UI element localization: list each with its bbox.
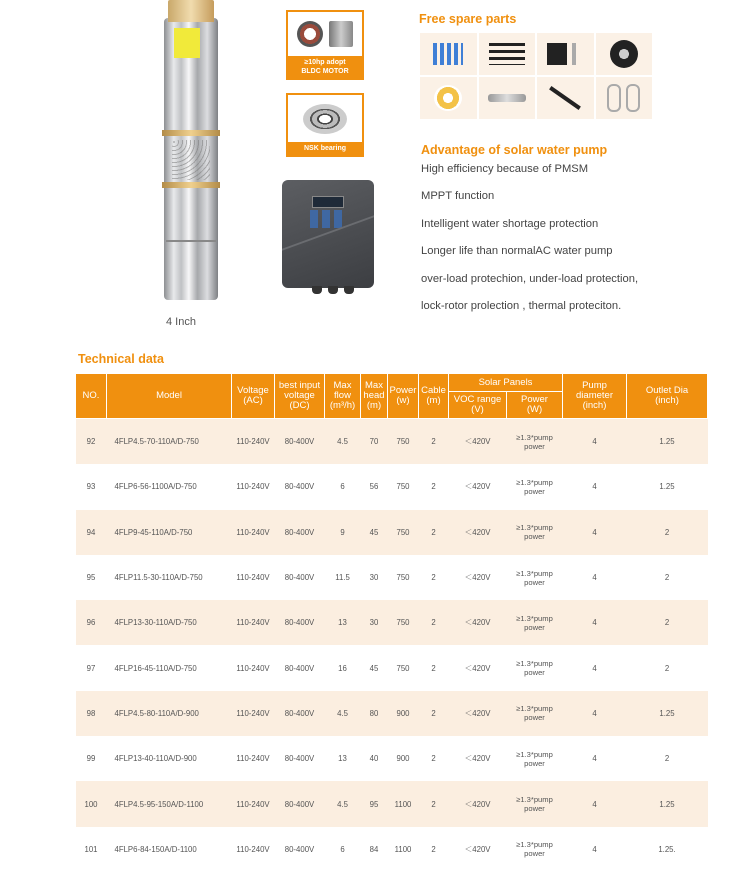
- cell-dia: 4: [563, 691, 627, 736]
- cell-head: 40: [369, 754, 379, 764]
- advantages-list: [421, 161, 638, 325]
- bldc-motor-feature: [286, 10, 364, 80]
- table-row: [76, 691, 708, 736]
- cell-voc: ＜420V: [464, 482, 491, 492]
- motor-stator-icon: [297, 21, 323, 47]
- cell-flow: 4.5: [325, 691, 361, 736]
- heat-shrink-tubes-icon: [479, 33, 536, 75]
- cell-vac: 110-240V: [232, 691, 275, 736]
- insulating-tape-icon: [596, 33, 653, 75]
- col-header-outlet-dia: Outlet Dia (inch): [627, 374, 708, 419]
- spare-parts-title: Free spare parts: [419, 12, 517, 26]
- advantage-item: lock-rotor prolection , thermal proteciton.: [421, 299, 622, 312]
- cell-no: 101: [84, 844, 98, 854]
- nsk-bearing-feature: [286, 93, 364, 157]
- controller-display: [312, 196, 344, 208]
- cell-outlet: 2: [664, 754, 670, 764]
- feature-caption: BLDC MOTOR: [301, 68, 349, 75]
- cell-flow: 16: [338, 663, 347, 673]
- cell-vac: 110-240V: [232, 510, 275, 555]
- cell-voc: ＜420V: [449, 600, 507, 645]
- pump-controller-image: [282, 180, 374, 288]
- cell-no: 96: [76, 600, 107, 645]
- cell-dia: 4: [592, 663, 597, 673]
- cell-outlet: 2: [664, 573, 670, 583]
- cell-no: 100: [76, 781, 107, 826]
- advantage-item: High efficiency because of PMSM: [421, 163, 589, 175]
- cell-vdc: 80-400V: [275, 691, 325, 736]
- cell-dia: 4: [563, 600, 627, 645]
- cell-power: 1100: [394, 844, 412, 854]
- col-header-pump-diameter: Pump diameter (inch): [563, 374, 627, 419]
- cell-cable: 2: [419, 510, 449, 555]
- cell-solar-power: ≥1.3*pump power: [516, 568, 553, 587]
- cell-model: 4FLP4.5-80-110A/D-900: [107, 691, 232, 736]
- col-header-best-input-voltage: best input voltage (DC): [275, 374, 325, 419]
- spare-parts-grid: [420, 33, 652, 119]
- cell-flow: 4.5: [325, 419, 361, 465]
- cell-vac: 110-240V: [232, 600, 275, 645]
- cell-power: 750: [388, 510, 419, 555]
- cell-head: 30: [361, 600, 388, 645]
- cell-head: 95: [361, 781, 388, 826]
- cell-no: 94: [76, 510, 107, 555]
- cell-cable: 2: [431, 482, 436, 492]
- cell-vdc: 80-400V: [275, 600, 325, 645]
- controller-keypad: [310, 210, 346, 228]
- cell-power: 750: [388, 419, 419, 465]
- cell-vac: 110-240V: [236, 844, 270, 854]
- warning-label: [174, 28, 200, 58]
- advantages-title: Advantage of solar water pump: [421, 143, 608, 157]
- cell-outlet: 1.25: [627, 781, 708, 826]
- cell-power: 750: [396, 482, 410, 492]
- cell-power: 750: [396, 573, 410, 583]
- advantage-item: over-load protechion, under-load protection,: [421, 272, 639, 285]
- cell-vdc: 80-400V: [284, 663, 315, 673]
- screwdriver-icon: [537, 77, 594, 119]
- table-row: [76, 645, 708, 690]
- cell-no: 97: [86, 663, 96, 673]
- cell-head: 84: [369, 844, 379, 854]
- cell-flow: 6: [340, 844, 345, 854]
- cell-solar-power: ≥1.3*pump power: [516, 840, 553, 859]
- table-row: [76, 600, 708, 645]
- cell-no: 92: [76, 419, 107, 465]
- cell-outlet: 2: [627, 600, 708, 645]
- wire-connectors-icon: [420, 33, 477, 75]
- cell-power: 750: [396, 663, 410, 673]
- table-row: [76, 555, 708, 600]
- cell-head: 45: [361, 510, 388, 555]
- cell-head: 56: [369, 482, 379, 492]
- cell-dia: 4: [563, 781, 627, 826]
- cell-dia: 4: [563, 419, 627, 465]
- cell-outlet: 2: [627, 510, 708, 555]
- pump-size-caption: 4 Inch: [166, 316, 196, 328]
- cell-outlet: 1.25: [627, 419, 708, 465]
- cell-power: 900: [396, 754, 410, 764]
- cell-cable: 2: [419, 691, 449, 736]
- col-header-no: NO.: [76, 374, 107, 419]
- cell-cable: 2: [419, 600, 449, 645]
- cell-flow: 4.5: [325, 781, 361, 826]
- cell-solar-power: ≥1.3*pump power: [507, 691, 563, 736]
- cell-vdc: 80-400V: [284, 573, 315, 583]
- col-header-solar-power: Power (W): [507, 392, 563, 419]
- feature-caption: ≥10hp adopt: [304, 59, 346, 66]
- cell-cable: 2: [419, 781, 449, 826]
- cell-vdc: 80-400V: [275, 781, 325, 826]
- cell-vac: 110-240V: [236, 573, 270, 583]
- cell-cable: 2: [431, 844, 436, 854]
- cell-dia: 4: [563, 510, 627, 555]
- cell-vac: 110-240V: [236, 482, 270, 492]
- cell-cable: 2: [431, 573, 436, 583]
- cell-dia: 4: [592, 573, 597, 583]
- cell-voc: ＜420V: [464, 754, 491, 764]
- cell-voc: ＜420V: [464, 663, 491, 673]
- motor-rotor-icon: [329, 21, 353, 47]
- cell-outlet: 1.25.: [658, 844, 676, 854]
- table-row: [76, 827, 708, 872]
- cell-voc: ＜420V: [449, 781, 507, 826]
- cell-voc: ＜420V: [449, 419, 507, 465]
- cell-no: 98: [76, 691, 107, 736]
- technical-data-table: [75, 373, 708, 872]
- cell-power: 900: [388, 691, 419, 736]
- technical-data-title: Technical data: [78, 352, 164, 366]
- cable-clamp-bolt-icon: [479, 77, 536, 119]
- cell-head: 45: [369, 663, 379, 673]
- advantage-item: Intelligent water shortage protection: [421, 217, 599, 230]
- cell-vdc: 80-400V: [275, 419, 325, 465]
- cell-vac: 110-240V: [232, 781, 275, 826]
- cell-dia: 4: [592, 754, 597, 764]
- col-header-max-flow: Max flow (m³/h): [325, 374, 361, 419]
- advantage-item: Longer life than normalAC water pump: [421, 245, 613, 258]
- cell-no: 99: [86, 754, 96, 764]
- cell-outlet: 1.25: [627, 691, 708, 736]
- col-header-solar-panels: Solar Panels: [449, 374, 563, 392]
- cell-vac: 110-240V: [236, 754, 270, 764]
- cell-solar-power: ≥1.3*pump power: [507, 781, 563, 826]
- col-header-voc-range: VOC range (V): [449, 392, 507, 419]
- cell-solar-power: ≥1.3*pump power: [507, 510, 563, 555]
- cell-power: 1100: [388, 781, 419, 826]
- cell-model: 4FLP11.5-30-110A/D-750: [114, 573, 203, 583]
- cell-vdc: 80-400V: [284, 482, 315, 492]
- table-row: [76, 464, 708, 509]
- teflon-tape-icon: [420, 77, 477, 119]
- cell-cable: 2: [419, 419, 449, 465]
- cell-vac: 110-240V: [236, 663, 270, 673]
- cell-dia: 4: [592, 844, 597, 854]
- mc4-connectors-icon: [537, 33, 594, 75]
- table-row: [76, 419, 708, 465]
- cell-solar-power: ≥1.3*pump power: [516, 659, 553, 678]
- carabiner-hooks-icon: [596, 77, 653, 119]
- col-header-cable: Cable (m): [419, 374, 449, 419]
- cell-model: 4FLP13-30-110A/D-750: [107, 600, 232, 645]
- cell-model: 4FLP6-84-150A/D-1100: [114, 844, 197, 854]
- cell-flow: 6: [340, 482, 345, 492]
- cell-voc: ＜420V: [449, 510, 507, 555]
- cell-voc: ＜420V: [464, 573, 491, 583]
- cell-vac: 110-240V: [232, 419, 275, 465]
- submersible-pump-image: [160, 0, 222, 302]
- table-row: [76, 736, 708, 781]
- cell-cable: 2: [431, 663, 436, 673]
- cell-solar-power: ≥1.3*pump power: [516, 749, 553, 768]
- col-header-max-head: Max head (m): [361, 374, 388, 419]
- cell-power: 750: [388, 600, 419, 645]
- cell-voc: ＜420V: [449, 691, 507, 736]
- cell-model: 4FLP4.5-95-150A/D-1100: [107, 781, 232, 826]
- cell-model: 4FLP6-56-1100A/D-750: [114, 482, 197, 492]
- cell-no: 95: [86, 573, 96, 583]
- advantage-item: MPPT function: [421, 190, 495, 203]
- cell-head: 80: [361, 691, 388, 736]
- cell-head: 30: [369, 573, 379, 583]
- col-header-power: Power (w): [388, 374, 419, 419]
- cell-voc: ＜420V: [464, 844, 491, 854]
- cell-solar-power: ≥1.3*pump power: [507, 600, 563, 645]
- cell-dia: 4: [592, 482, 597, 492]
- cell-outlet: 2: [664, 663, 670, 673]
- cell-solar-power: ≥1.3*pump power: [507, 419, 563, 465]
- feature-caption: NSK bearing: [303, 145, 346, 152]
- cell-model: 4FLP16-45-110A/D-750: [114, 663, 197, 673]
- col-header-voltage-ac: Voltage (AC): [232, 374, 275, 419]
- cell-model: 4FLP9-45-110A/D-750: [107, 510, 232, 555]
- cell-no: 93: [86, 482, 96, 492]
- col-header-model: Model: [107, 374, 232, 419]
- bearing-icon: [303, 104, 347, 134]
- table-row: [76, 781, 708, 826]
- cell-outlet: 1.25: [659, 482, 675, 492]
- cell-vdc: 80-400V: [275, 510, 325, 555]
- cell-solar-power: ≥1.3*pump power: [516, 477, 553, 496]
- cell-flow: 11.5: [335, 573, 350, 583]
- cell-head: 70: [361, 419, 388, 465]
- cell-vdc: 80-400V: [284, 754, 315, 764]
- cell-cable: 2: [431, 754, 436, 764]
- cell-vdc: 80-400V: [284, 844, 315, 854]
- cell-flow: 13: [338, 754, 347, 764]
- cell-model: 4FLP13-40-110A/D-900: [114, 754, 197, 764]
- cell-model: 4FLP4.5-70-110A/D-750: [107, 419, 232, 465]
- table-row: [76, 510, 708, 555]
- cell-flow: 13: [325, 600, 361, 645]
- cell-flow: 9: [325, 510, 361, 555]
